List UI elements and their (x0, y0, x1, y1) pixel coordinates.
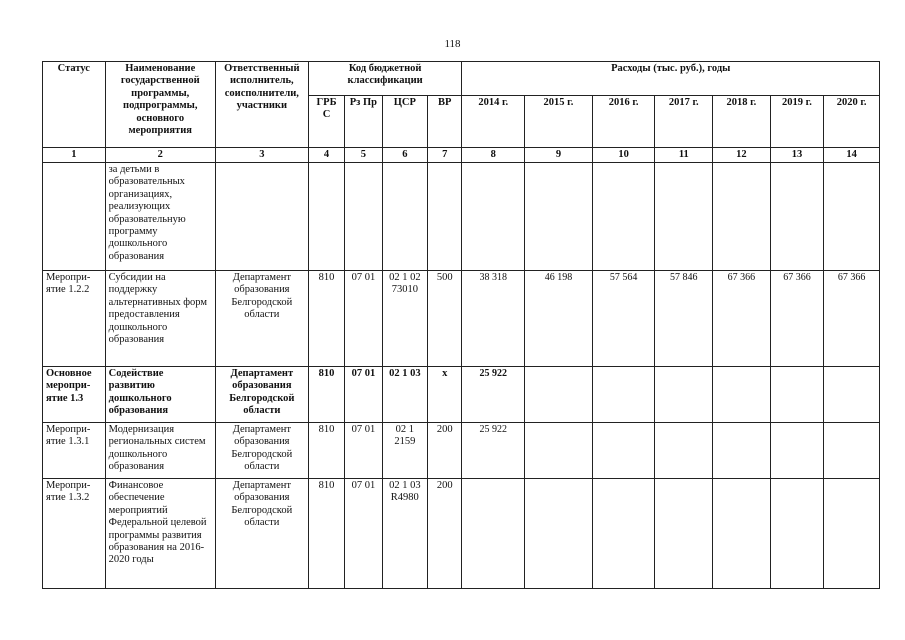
row-name: Модернизация региональных систем дошкольного образования (105, 423, 215, 479)
row-value (655, 479, 713, 589)
column-number: 8 (462, 148, 525, 163)
header-year: 2020 г. (824, 96, 880, 148)
row-value (713, 367, 771, 423)
row-value (655, 163, 713, 271)
row-value (462, 163, 525, 271)
row-value: 46 198 (525, 271, 593, 367)
row-value (824, 479, 880, 589)
row-value (770, 367, 824, 423)
row-status: Меропри-ятие 1.3.2 (43, 479, 106, 589)
column-number: 5 (345, 148, 382, 163)
header-year: 2017 г. (655, 96, 713, 148)
row-vr: 500 (428, 271, 462, 367)
column-number: 9 (525, 148, 593, 163)
header-rzpr: Рз Пр (345, 96, 382, 148)
table-row (43, 423, 880, 479)
row-value (824, 367, 880, 423)
row-grbs (308, 163, 344, 271)
column-number-row (43, 148, 880, 163)
row-vr: 200 (428, 479, 462, 589)
row-value (713, 479, 771, 589)
column-number: 7 (428, 148, 462, 163)
row-vr (428, 163, 462, 271)
header-year: 2018 г. (713, 96, 771, 148)
row-grbs: 810 (308, 479, 344, 589)
row-value: 67 366 (770, 271, 824, 367)
row-status: Меропри-ятие 1.2.2 (43, 271, 106, 367)
row-value: 38 318 (462, 271, 525, 367)
header-year: 2015 г. (525, 96, 593, 148)
row-rzpr: 07 01 (345, 367, 382, 423)
row-responsible (215, 163, 308, 271)
row-value: 67 366 (824, 271, 880, 367)
header-year: 2019 г. (770, 96, 824, 148)
row-status: Основное меропри-ятие 1.3 (43, 367, 106, 423)
row-value (824, 423, 880, 479)
header-vr: ВР (428, 96, 462, 148)
header-expenses: Расходы (тыс. руб.), годы (462, 62, 880, 96)
column-number: 14 (824, 148, 880, 163)
row-name: за детьми в образовательных организациях, реализующих образовательную программу дошкольного образования (105, 163, 215, 271)
row-grbs: 810 (308, 367, 344, 423)
row-value: 67 366 (713, 271, 771, 367)
row-vr: 200 (428, 423, 462, 479)
row-value: 25 922 (462, 423, 525, 479)
header-name: Наименование государственной программы, подпрограммы, основного мероприятия (105, 62, 215, 148)
row-value (713, 423, 771, 479)
row-value: 57 846 (655, 271, 713, 367)
row-value (655, 423, 713, 479)
column-number: 12 (713, 148, 771, 163)
row-responsible: Департамент образования Белгородской области (215, 271, 308, 367)
row-value (525, 367, 593, 423)
row-value (713, 163, 771, 271)
row-name: Субсидии на поддержку альтернативных форм предоставления дошкольного образования (105, 271, 215, 367)
row-csr: 02 1 02 73010 (382, 271, 427, 367)
row-name: Финансовое обеспечение мероприятий Федеральной целевой программы развития образования на 2016-2020 годы (105, 479, 215, 589)
row-value (462, 479, 525, 589)
header-budget-code: Код бюджетной классификации (308, 62, 462, 96)
row-value (770, 479, 824, 589)
row-rzpr (345, 163, 382, 271)
row-responsible: Департамент образования Белгородской области (215, 423, 308, 479)
column-number: 4 (308, 148, 344, 163)
row-value: 57 564 (592, 271, 655, 367)
row-csr: 02 1 03 R4980 (382, 479, 427, 589)
table-row (43, 479, 880, 589)
row-name: Содействие развитию дошкольного образования (105, 367, 215, 423)
row-value (525, 423, 593, 479)
row-value (770, 163, 824, 271)
row-value (592, 367, 655, 423)
header-status: Статус (43, 62, 106, 148)
header-row-1 (43, 62, 880, 96)
column-number: 10 (592, 148, 655, 163)
row-csr: 02 1 03 (382, 367, 427, 423)
row-responsible: Департамент образования Белгородской области (215, 367, 308, 423)
column-number: 1 (43, 148, 106, 163)
table-row (43, 367, 880, 423)
header-year: 2016 г. (592, 96, 655, 148)
budget-table (42, 61, 880, 589)
row-value (592, 479, 655, 589)
page-number: 118 (444, 38, 461, 50)
table-row (43, 163, 880, 271)
column-number: 2 (105, 148, 215, 163)
row-status: Меропри-ятие 1.3.1 (43, 423, 106, 479)
header-year: 2014 г. (462, 96, 525, 148)
row-value (824, 163, 880, 271)
header-csr: ЦСР (382, 96, 427, 148)
header-responsible: Ответственный исполнитель, соисполнители, участники (215, 62, 308, 148)
row-value (655, 367, 713, 423)
row-value (770, 423, 824, 479)
row-rzpr: 07 01 (345, 423, 382, 479)
row-value (525, 479, 593, 589)
row-vr: х (428, 367, 462, 423)
row-rzpr: 07 01 (345, 271, 382, 367)
header-grbs: ГРБ С (308, 96, 344, 148)
row-status (43, 163, 106, 271)
row-value: 25 922 (462, 367, 525, 423)
row-rzpr: 07 01 (345, 479, 382, 589)
row-grbs: 810 (308, 423, 344, 479)
column-number: 13 (770, 148, 824, 163)
column-number: 3 (215, 148, 308, 163)
row-responsible: Департамент образования Белгородской области (215, 479, 308, 589)
row-value (592, 423, 655, 479)
column-number: 6 (382, 148, 427, 163)
row-csr (382, 163, 427, 271)
row-value (592, 163, 655, 271)
row-grbs: 810 (308, 271, 344, 367)
table-row (43, 271, 880, 367)
column-number: 11 (655, 148, 713, 163)
row-value (525, 163, 593, 271)
row-csr: 02 1 2159 (382, 423, 427, 479)
